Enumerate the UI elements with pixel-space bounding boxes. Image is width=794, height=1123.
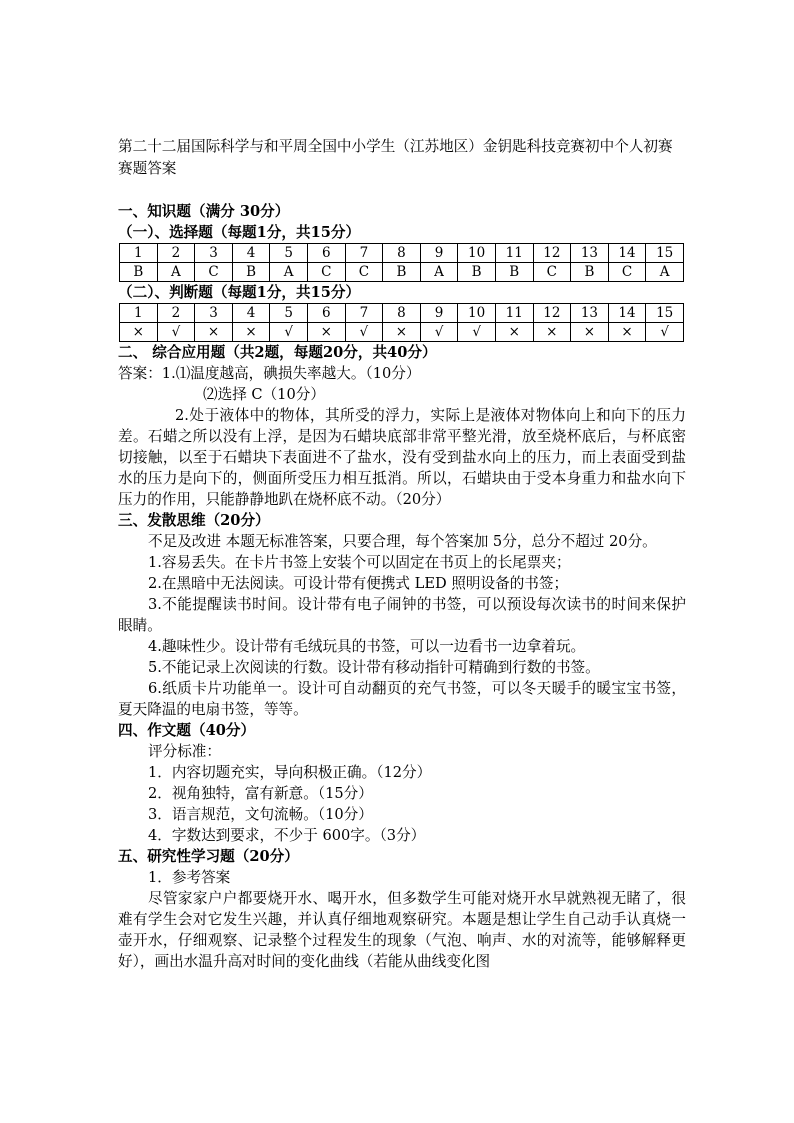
choice-number-cell: 14 bbox=[608, 244, 646, 263]
section4-item: 3．语言规范，文句流畅。（10分） bbox=[148, 806, 373, 823]
judge-answer-cell: × bbox=[120, 323, 158, 342]
section2-answer-1: 答案：1.⑴温度越高，碘损失率越大。（10分） bbox=[118, 365, 421, 382]
choice-answer-cell: C bbox=[533, 263, 571, 282]
section4-label: 评分标准： bbox=[148, 743, 221, 760]
judge-number-cell: 12 bbox=[533, 304, 571, 323]
section3-item: 3.不能提醒读书时间。设计带有电子闹钟的书签，可以预设每次读书的时间来保护眼睛。 bbox=[118, 596, 686, 634]
judge-number-cell: 2 bbox=[157, 304, 195, 323]
choice-number-cell: 9 bbox=[420, 244, 458, 263]
judge-heading: （二）、判断题（每题1分，共15分） bbox=[118, 284, 361, 301]
section5-body: 尽管家家户户都要烧开水、喝开水，但多数学生可能对烧开水早就熟视无睹了，很难有学生会对它发生兴趣，并认真仔细地观察研究。本题是想让学生自己动手认真烧一壶开水，仔细观察、记录整个过程发生的现象（气泡、响声、水的对流等，能够解释更好），画出水温升高对时间的变化曲线（若能从曲线变化图 bbox=[118, 890, 686, 970]
section4-item: 1．内容切题充实，导向积极正确。（12分） bbox=[148, 764, 432, 781]
judge-number-cell: 11 bbox=[495, 304, 533, 323]
judge-answer-cell: × bbox=[383, 323, 421, 342]
judge-answer-cell: × bbox=[195, 323, 233, 342]
judge-answer-cell: × bbox=[307, 323, 345, 342]
judge-number-cell: 4 bbox=[232, 304, 270, 323]
judge-answer-cell: √ bbox=[458, 323, 496, 342]
section4-item: 2．视角独特，富有新意。（15分） bbox=[148, 785, 373, 802]
choice-number-cell: 11 bbox=[495, 244, 533, 263]
choice-number-cell: 2 bbox=[157, 244, 195, 263]
judge-answer-cell: × bbox=[495, 323, 533, 342]
choice-answer-cell: A bbox=[157, 263, 195, 282]
choice-answer-cell: A bbox=[270, 263, 308, 282]
choice-number-cell: 7 bbox=[345, 244, 383, 263]
section3-heading: 三、发散思维（20分） bbox=[118, 512, 270, 529]
judge-number-cell: 9 bbox=[420, 304, 458, 323]
choice-answer-cell: B bbox=[120, 263, 158, 282]
judge-number-cell: 14 bbox=[608, 304, 646, 323]
choice-answer-cell: C bbox=[608, 263, 646, 282]
choice-answer-cell: C bbox=[345, 263, 383, 282]
choice-answer-cell: B bbox=[495, 263, 533, 282]
section4-heading: 四、作文题（40分） bbox=[118, 722, 256, 739]
choice-answer-cell: C bbox=[307, 263, 345, 282]
choice-answer-cell: C bbox=[195, 263, 233, 282]
section2-heading: 二、 综合应用题（共2题，每题20分，共40分） bbox=[118, 344, 437, 361]
judge-number-cell: 13 bbox=[571, 304, 609, 323]
choice-number-cell: 8 bbox=[383, 244, 421, 263]
choice-number-cell: 3 bbox=[195, 244, 233, 263]
section2-answer-2: ⑵选择 C（10分） bbox=[203, 386, 325, 403]
section5-label: 1．参考答案 bbox=[148, 869, 231, 886]
section3-item: 6.纸质卡片功能单一。设计可自动翻页的充气书签，可以冬天暖手的暖宝宝书签，夏天降温的电扇书签，等等。 bbox=[118, 680, 686, 718]
judge-number-cell: 8 bbox=[383, 304, 421, 323]
section1-heading: 一、知识题（满分 30分） bbox=[118, 203, 290, 220]
choice-answer-cell: B bbox=[458, 263, 496, 282]
section3-intro: 不足及改进 本题无标准答案，只要合理，每个答案加 5分，总分不超过 20分。 bbox=[148, 533, 657, 550]
spacer bbox=[118, 180, 686, 201]
choice-answer-cell: B bbox=[571, 263, 609, 282]
section3-item: 4.趣味性少。设计带有毛绒玩具的书签，可以一边看书一边拿着玩。 bbox=[148, 638, 586, 655]
section3-item: 2.在黑暗中无法阅读。可设计带有便携式 LED 照明设备的书签； bbox=[148, 575, 569, 592]
section4-item: 4．字数达到要求，不少于 600字。（3分） bbox=[148, 827, 426, 844]
judge-answer-cell: × bbox=[571, 323, 609, 342]
judge-number-cell: 3 bbox=[195, 304, 233, 323]
judge-answer-cell: × bbox=[533, 323, 571, 342]
choice-answer-cell: B bbox=[383, 263, 421, 282]
choice-answer-cell: A bbox=[646, 263, 684, 282]
judge-number-cell: 7 bbox=[345, 304, 383, 323]
section3-item: 5.不能记录上次阅读的行数。设计带有移动指针可精确到行数的书签。 bbox=[148, 659, 600, 676]
choice-number-cell: 12 bbox=[533, 244, 571, 263]
judge-number-cell: 5 bbox=[270, 304, 308, 323]
judge-number-cell: 6 bbox=[307, 304, 345, 323]
answer-document bbox=[118, 136, 686, 972]
choice-number-cell: 4 bbox=[232, 244, 270, 263]
choice-number-cell: 10 bbox=[458, 244, 496, 263]
judge-answer-row bbox=[120, 323, 684, 342]
judge-answer-cell: × bbox=[232, 323, 270, 342]
choice-answer-cell: A bbox=[420, 263, 458, 282]
choice-number-row bbox=[120, 244, 684, 263]
section3-item: 1.容易丢失。在卡片书签上安装个可以固定在书页上的长尾票夹； bbox=[148, 554, 571, 571]
judge-number-cell: 15 bbox=[646, 304, 684, 323]
choice-number-cell: 6 bbox=[307, 244, 345, 263]
choice-answer-table bbox=[119, 243, 684, 282]
choice-number-cell: 5 bbox=[270, 244, 308, 263]
judge-answer-cell: √ bbox=[646, 323, 684, 342]
choice-answer-row bbox=[120, 263, 684, 282]
judge-number-row bbox=[120, 304, 684, 323]
section2-answer-3: 2.处于液体中的物体，其所受的浮力，实际上是液体对物体向上和向下的压力差。石蜡之所以没有上浮，是因为石蜡块底部非常平整光滑，放至烧杯底后，与杯底密切接触，以至于石蜡块下表面进不了盐水，没有受到盐水向上的压力，而上表面受到盐水的压力是向下的，侧面所受压力相互抵消。所以，石蜡块由于受本身重力和盐水向下压力的作用，只能静静地趴在烧杯底不动。（20分） bbox=[118, 407, 686, 508]
judge-answer-cell: × bbox=[608, 323, 646, 342]
document-title: 第二十二届国际科学与和平周全国中小学生（江苏地区）金钥匙科技竞赛初中个人初赛赛题答案 bbox=[118, 138, 673, 177]
judge-answer-table bbox=[119, 303, 684, 342]
section5-heading: 五、研究性学习题（20分） bbox=[118, 848, 299, 865]
judge-number-cell: 1 bbox=[120, 304, 158, 323]
choice-number-cell: 13 bbox=[571, 244, 609, 263]
judge-answer-cell: √ bbox=[420, 323, 458, 342]
choice-number-cell: 15 bbox=[646, 244, 684, 263]
choice-answer-cell: B bbox=[232, 263, 270, 282]
judge-number-cell: 10 bbox=[458, 304, 496, 323]
judge-answer-cell: √ bbox=[345, 323, 383, 342]
judge-answer-cell: √ bbox=[157, 323, 195, 342]
judge-answer-cell: √ bbox=[270, 323, 308, 342]
choice-heading: （一）、选择题（每题1分，共15分） bbox=[118, 224, 361, 241]
choice-number-cell: 1 bbox=[120, 244, 158, 263]
